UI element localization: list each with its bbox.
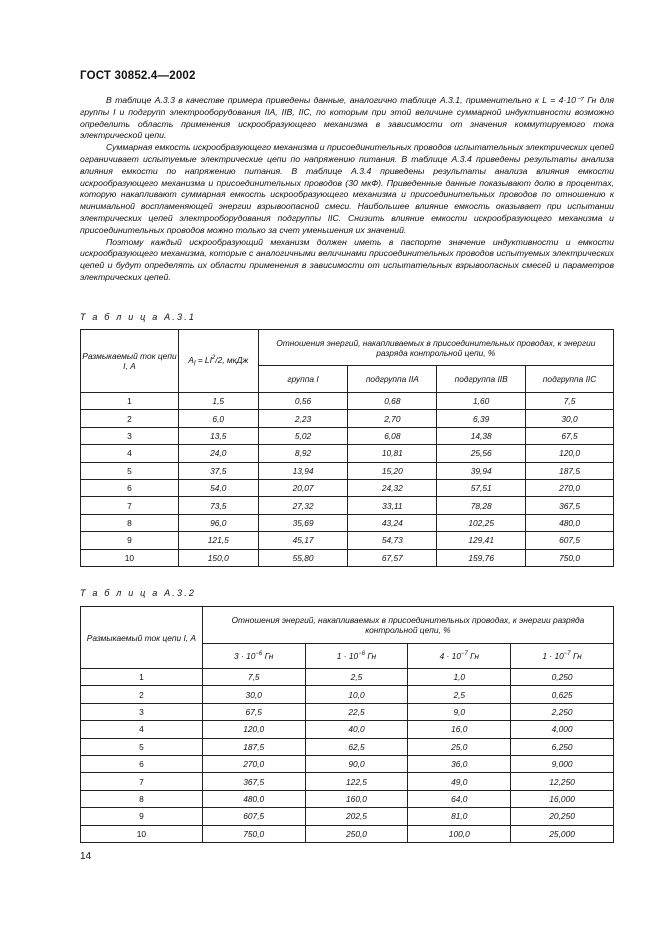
- table-cell: 57,51: [437, 479, 526, 496]
- table-cell: 750,0: [526, 549, 614, 566]
- table-row: [81, 703, 614, 720]
- table-cell: 30,0: [202, 686, 305, 703]
- table-cell: 187,5: [526, 462, 614, 479]
- table-cell: 367,5: [526, 497, 614, 514]
- table-cell: 607,5: [202, 808, 305, 825]
- table-cell: 8: [81, 790, 203, 807]
- table-cell: 4: [81, 721, 203, 738]
- table-cell: 6,250: [511, 738, 614, 755]
- table-cell: 25,56: [437, 445, 526, 462]
- table-cell: 270,0: [526, 479, 614, 496]
- table-cell: 49,0: [408, 773, 511, 790]
- table-cell: 6,39: [437, 410, 526, 427]
- table-row: [81, 755, 614, 772]
- table-cell: 40,0: [305, 721, 408, 738]
- body-text: [80, 95, 614, 284]
- table-cell: 7,5: [526, 393, 614, 410]
- table-cell: 750,0: [202, 825, 305, 842]
- table-cell: 0,56: [258, 393, 348, 410]
- table2-header-row: [81, 607, 614, 644]
- table-cell: 100,0: [408, 825, 511, 842]
- table-cell: 480,0: [202, 790, 305, 807]
- table-cell: 14,38: [437, 427, 526, 444]
- table-cell: 5: [81, 738, 203, 755]
- table-a31: [80, 329, 614, 567]
- table-cell: 102,25: [437, 514, 526, 531]
- table-cell: 2,5: [408, 686, 511, 703]
- table-cell: 1,0: [408, 669, 511, 686]
- table-cell: 122,5: [305, 773, 408, 790]
- table-cell: 120,0: [202, 721, 305, 738]
- table-cell: 24,32: [348, 479, 437, 496]
- table-row: [81, 790, 614, 807]
- table-row: [81, 497, 614, 514]
- table-cell: 2: [81, 686, 203, 703]
- table-cell: 3: [81, 703, 203, 720]
- table-cell: 0,250: [511, 669, 614, 686]
- paragraph-3: Поэтому каждый искрообразующий механизм должен иметь в паспорте значение индуктивности и емкости искрообразующего механизма, которые с аналогичными величинами присоединительных проводов испытуемых электрических цепей и будут определять их области применения в зависимости от испытательных взрывоопасных смесей и параметров электрических цепей.: [80, 236, 614, 282]
- table-cell: 6: [81, 755, 203, 772]
- table-cell: 159,76: [437, 549, 526, 566]
- table-cell: 16,0: [408, 721, 511, 738]
- table1-subheader: группа I: [258, 366, 348, 393]
- table-cell: 607,5: [526, 532, 614, 549]
- table2-subheader: $1 \cdot 10^{-6}$ Гн: [305, 644, 408, 669]
- table-cell: 37,5: [178, 462, 258, 479]
- table-cell: 54,73: [348, 532, 437, 549]
- table2-caption: Т а б л и ц а А.3.2: [80, 588, 197, 598]
- table-cell: 9: [81, 532, 179, 549]
- table-cell: 90,0: [305, 755, 408, 772]
- table2-subheader: $1 \cdot 10^{-7}$ Гн: [511, 644, 614, 669]
- document-header: ГОСТ 30852.4—2002: [80, 70, 196, 82]
- table1-header-row: [81, 330, 614, 366]
- table-cell: 8: [81, 514, 179, 531]
- table-cell: 39,94: [437, 462, 526, 479]
- table-cell: 2,5: [305, 669, 408, 686]
- table-row: [81, 445, 614, 462]
- paragraph-1: В таблице А.3.3 в качестве примера приведены данные, аналогично таблице А.3.1, применительно к L = 4·10⁻⁷ Гн для группы I и подгрупп электрооборудования IIA, IIB, IIC, по которым при этой величине суммарной индуктивности возможно определить область применения искрообразующего механизма в зависимости от значения коммутируемого тока электрической цепи.: [80, 95, 614, 141]
- table-cell: 1,60: [437, 393, 526, 410]
- table-cell: 10: [81, 825, 203, 842]
- table-cell: 0,68: [348, 393, 437, 410]
- table2-subheader: $3 \cdot 10^{-6}$ Гн: [202, 644, 305, 669]
- table-cell: 3: [81, 427, 179, 444]
- table2-col-current: Размыкаемый ток цепи I, А: [81, 607, 203, 669]
- paragraph-2: Суммарная емкость искрообразующего механизма и присоединительных проводов испытательных электрических цепей ограничивает испытуемые электрические цепи по напряжению питания. В таблице А.3.4 приведены результаты анализа влияния емкости по напряжению питания. В таблице А.3.4 приведены результаты анализа влияния емкости искрообразующего механизма и присоединительных проводов (30 мкФ). Приведенные данные показывают долю в процентах, которую накапливают суммарная емкость искрообразующего механизма и присоединительных проводов по отношению к минимальной воспламеняющей энергии взрывоопасной смеси. Наибольшее влияние емкость оказывает при испытании электрических цепей электрооборудования подгруппы IIC. Снизить влияние емкости искрообразующего механизма и присоединительных проводов можно только за счет уменьшения их значений.: [80, 142, 614, 235]
- table-cell: 12,250: [511, 773, 614, 790]
- table-cell: 160,0: [305, 790, 408, 807]
- table-cell: 250,0: [305, 825, 408, 842]
- table-cell: 5,02: [258, 427, 348, 444]
- table-cell: 150,0: [178, 549, 258, 566]
- table-cell: 7: [81, 497, 179, 514]
- table-cell: 5: [81, 462, 179, 479]
- table-cell: 13,5: [178, 427, 258, 444]
- table-row: [81, 825, 614, 842]
- table-row: [81, 532, 614, 549]
- table-cell: 202,5: [305, 808, 408, 825]
- table1-caption: Т а б л и ц а А.3.1: [80, 312, 197, 322]
- table-cell: 96,0: [178, 514, 258, 531]
- table1-group-header: Отношения энергий, накапливаемых в присоединительных проводах, к энергии разряда контрольной цепи, %: [258, 330, 613, 366]
- table-cell: 7,5: [202, 669, 305, 686]
- table-cell: 73,5: [178, 497, 258, 514]
- table-cell: 2,250: [511, 703, 614, 720]
- table-cell: 30,0: [526, 410, 614, 427]
- table-cell: 10,81: [348, 445, 437, 462]
- table1-subheader: подгруппа IIB: [437, 366, 526, 393]
- table-row: [81, 479, 614, 496]
- table-cell: 270,0: [202, 755, 305, 772]
- table-cell: 129,41: [437, 532, 526, 549]
- table-row: [81, 773, 614, 790]
- table-cell: 24,0: [178, 445, 258, 462]
- table-cell: 2,23: [258, 410, 348, 427]
- table-cell: 33,11: [348, 497, 437, 514]
- table2-subheader: $4 \cdot 10^{-7}$ Гн: [408, 644, 511, 669]
- table-row: [81, 669, 614, 686]
- table-row: [81, 393, 614, 410]
- table-cell: 64,0: [408, 790, 511, 807]
- table-cell: 8,92: [258, 445, 348, 462]
- table-cell: 15,20: [348, 462, 437, 479]
- table-row: [81, 738, 614, 755]
- table1-subheader: подгруппа IIC: [526, 366, 614, 393]
- table-cell: 1: [81, 393, 179, 410]
- table-cell: 25,000: [511, 825, 614, 842]
- table-cell: 27,32: [258, 497, 348, 514]
- table1-col-energy: $A_l = LI^2/2$, мкДж: [178, 330, 258, 393]
- table-cell: 10,0: [305, 686, 408, 703]
- table-cell: 1: [81, 669, 203, 686]
- table-cell: 54,0: [178, 479, 258, 496]
- table-cell: 45,17: [258, 532, 348, 549]
- table-cell: 67,57: [348, 549, 437, 566]
- table-cell: 16,000: [511, 790, 614, 807]
- table-cell: 9,000: [511, 755, 614, 772]
- table-row: [81, 514, 614, 531]
- table-cell: 67,5: [526, 427, 614, 444]
- table-cell: 0,625: [511, 686, 614, 703]
- table2-group-header: Отношения энергий, накапливаемых в присоединительных проводах, к энергии разряда контрольной цепи, %: [202, 607, 613, 644]
- table-cell: 62,5: [305, 738, 408, 755]
- table-cell: 2,70: [348, 410, 437, 427]
- table-cell: 6,0: [178, 410, 258, 427]
- table-cell: 367,5: [202, 773, 305, 790]
- table-cell: 78,28: [437, 497, 526, 514]
- table-cell: 13,94: [258, 462, 348, 479]
- table1-col-current: Размыкаемый ток цепи I, А: [81, 330, 179, 393]
- table-cell: 2: [81, 410, 179, 427]
- table-cell: 6: [81, 479, 179, 496]
- table-cell: 43,24: [348, 514, 437, 531]
- table-cell: 67,5: [202, 703, 305, 720]
- table-row: [81, 549, 614, 566]
- table-cell: 81,0: [408, 808, 511, 825]
- table-cell: 20,250: [511, 808, 614, 825]
- table-cell: 36,0: [408, 755, 511, 772]
- table-cell: 4: [81, 445, 179, 462]
- table-row: [81, 808, 614, 825]
- table-cell: 1,5: [178, 393, 258, 410]
- table-cell: 7: [81, 773, 203, 790]
- page-number: 14: [80, 851, 92, 862]
- table-a32: [80, 606, 614, 843]
- table-cell: 121,5: [178, 532, 258, 549]
- table-row: [81, 427, 614, 444]
- table-cell: 25,0: [408, 738, 511, 755]
- table-cell: 35,69: [258, 514, 348, 531]
- table-cell: 9: [81, 808, 203, 825]
- table-cell: 187,5: [202, 738, 305, 755]
- table-cell: 55,80: [258, 549, 348, 566]
- table-cell: 4,000: [511, 721, 614, 738]
- table-cell: 6,08: [348, 427, 437, 444]
- table-row: [81, 686, 614, 703]
- table-cell: 480,0: [526, 514, 614, 531]
- table-cell: 10: [81, 549, 179, 566]
- table-row: [81, 410, 614, 427]
- table-row: [81, 462, 614, 479]
- table-cell: 22,5: [305, 703, 408, 720]
- table-cell: 20,07: [258, 479, 348, 496]
- table-cell: 9,0: [408, 703, 511, 720]
- table1-subheader: подгруппа IIA: [348, 366, 437, 393]
- table-row: [81, 721, 614, 738]
- table-cell: 120,0: [526, 445, 614, 462]
